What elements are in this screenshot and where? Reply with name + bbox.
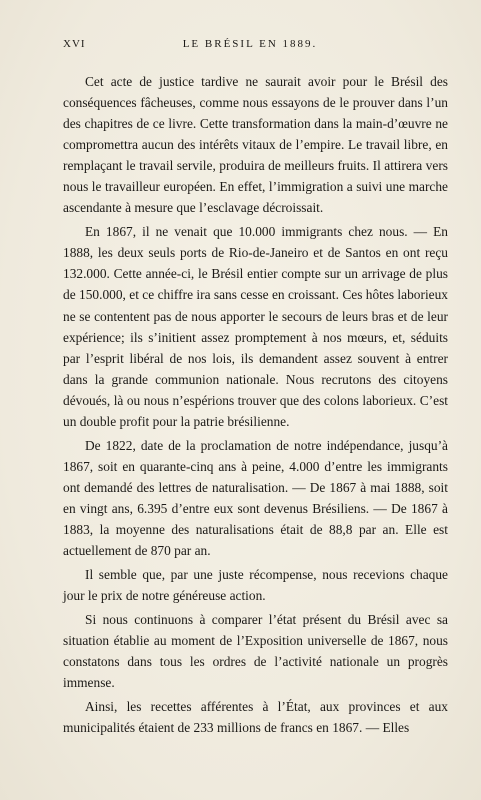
paragraph: Cet acte de justice tardive ne saurait avoir pour le Brésil des conséquences fâcheuses, comme nous essayons de le prouver dans l’un des chapitres de ce livre. Cette transformation dans la main-d’œuvre ne compromettra aucun des intérêts vitaux de l’empire. Le travail libre, en remplaçant le travail servile, produira de meilleurs fruits. Il attirera vers nous le travailleur européen. En effet, l’immigration a suivi une marche ascendante à mesure que l’esclavage décroissait. [63, 74, 448, 216]
page-header [63, 38, 437, 54]
paragraph: Il semble que, par une juste récompense, nous recevions chaque jour le prix de notre généreuse action. [63, 567, 448, 604]
page-number: XVI [63, 38, 86, 50]
paragraph: De 1822, date de la proclamation de notre indépendance, jusqu’à 1867, soit en quarante-cinq ans à peine, 4.000 d’entre les immigrants ont demandé des lettres de naturalisation. — De 1867 à mai 1888, soit en vingt ans, 6.395 d’entre eux sont devenus Brésiliens. — De 1867 à 1883, la moyenne des naturalisations était de 88,8 par an. Elle est actuellement de 870 par an. [63, 437, 448, 559]
running-title: LE BRÉSIL EN 1889. [182, 38, 318, 50]
paragraph: Si nous continuons à comparer l’état présent du Brésil avec sa situation établie au moment de l’Exposition universelle de 1867, nous constatons dans tous les ordres de l’activité nationale un progrès immense. [63, 612, 448, 691]
paragraph: Ainsi, les recettes afférentes à l’État, aux provinces et aux municipalités étaient de 233 millions de francs en 1867. — Elles [63, 699, 448, 736]
paragraph: En 1867, il ne venait que 10.000 immigrants chez nous. — En 1888, les deux seuls ports de Rio-de-Janeiro et de Santos en ont reçu 132.000. Cette année-ci, le Brésil entier compte sur un arrivage de plus de 150.000, et ce chiffre ira sans cesse en croissant. Ces hôtes laborieux ne se contentent pas de nous apporter le secours de leurs bras et de leur expérience; ils s’initient assez promptement à nos mœurs, et, séduits par l’esprit libéral de nos lois, ils demandent assez souvent à entrer dans la grande communion nationale. Nous recrutons des citoyens dévoués, là ou nous n’espérions trouver que des colons laborieux. C’est un double profit pour la patrie brésilienne. [63, 224, 448, 429]
page-body [63, 71, 448, 741]
